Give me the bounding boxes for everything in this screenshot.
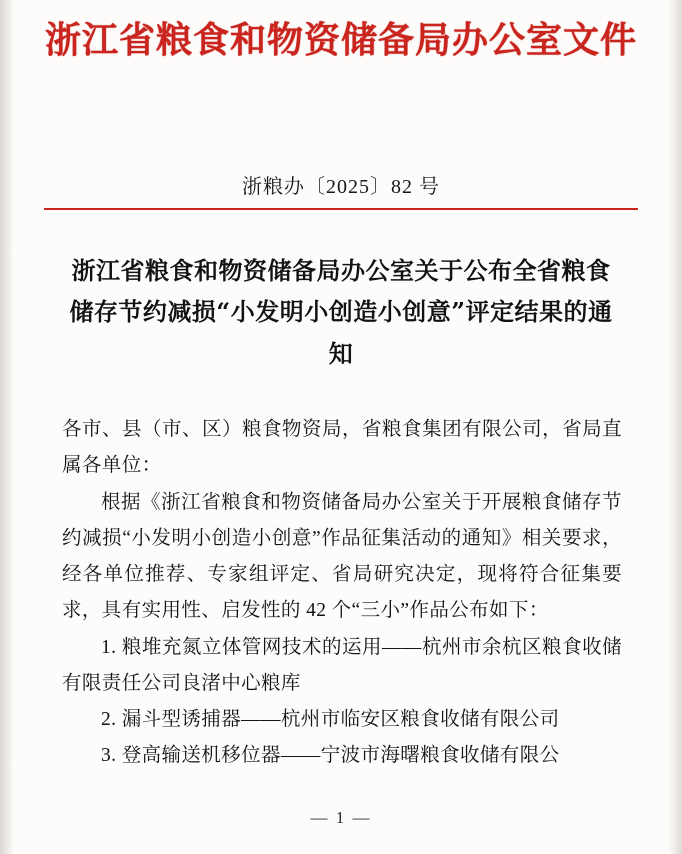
page-number: — 1 — [310, 808, 372, 827]
paragraph-basis: 根据《浙江省粮食和物资储备局办公室关于开展粮食储存节约减损“小发明小创造小创意”作品征集活动的通知》相关要求，经各单位推荐、专家组评定、省局研究决定，现将符合征集要求，具有实用性、启发性的 42 个“三小”作品公布如下： [62, 491, 622, 622]
list-item: 3. 登高输送机移位器——宁波市海曙粮食收储有限公 [101, 745, 560, 767]
red-divider-rule [44, 208, 638, 210]
document-body [62, 412, 622, 775]
letterhead-title: 浙江省粮食和物资储备局办公室文件 [44, 19, 637, 61]
list-item: 2. 漏斗型诱捕器——杭州市临安区粮食收储有限公司 [101, 709, 560, 731]
document-number: 浙粮办〔2025〕82 号 [242, 176, 440, 198]
list-item: 1. 粮堆充氮立体管网技术的运用——杭州市余杭区粮食收储有限责任公司良渚中心粮库 [62, 636, 622, 694]
page-title: 浙江省粮食和物资储备局办公室关于公布全省粮食储存节约减损“小发明小创造小创意”评定结果的通知 [69, 256, 613, 368]
paragraph-addressee: 各市、县（市、区）粮食物资局，省粮食集团有限公司，省局直属各单位： [62, 419, 622, 477]
